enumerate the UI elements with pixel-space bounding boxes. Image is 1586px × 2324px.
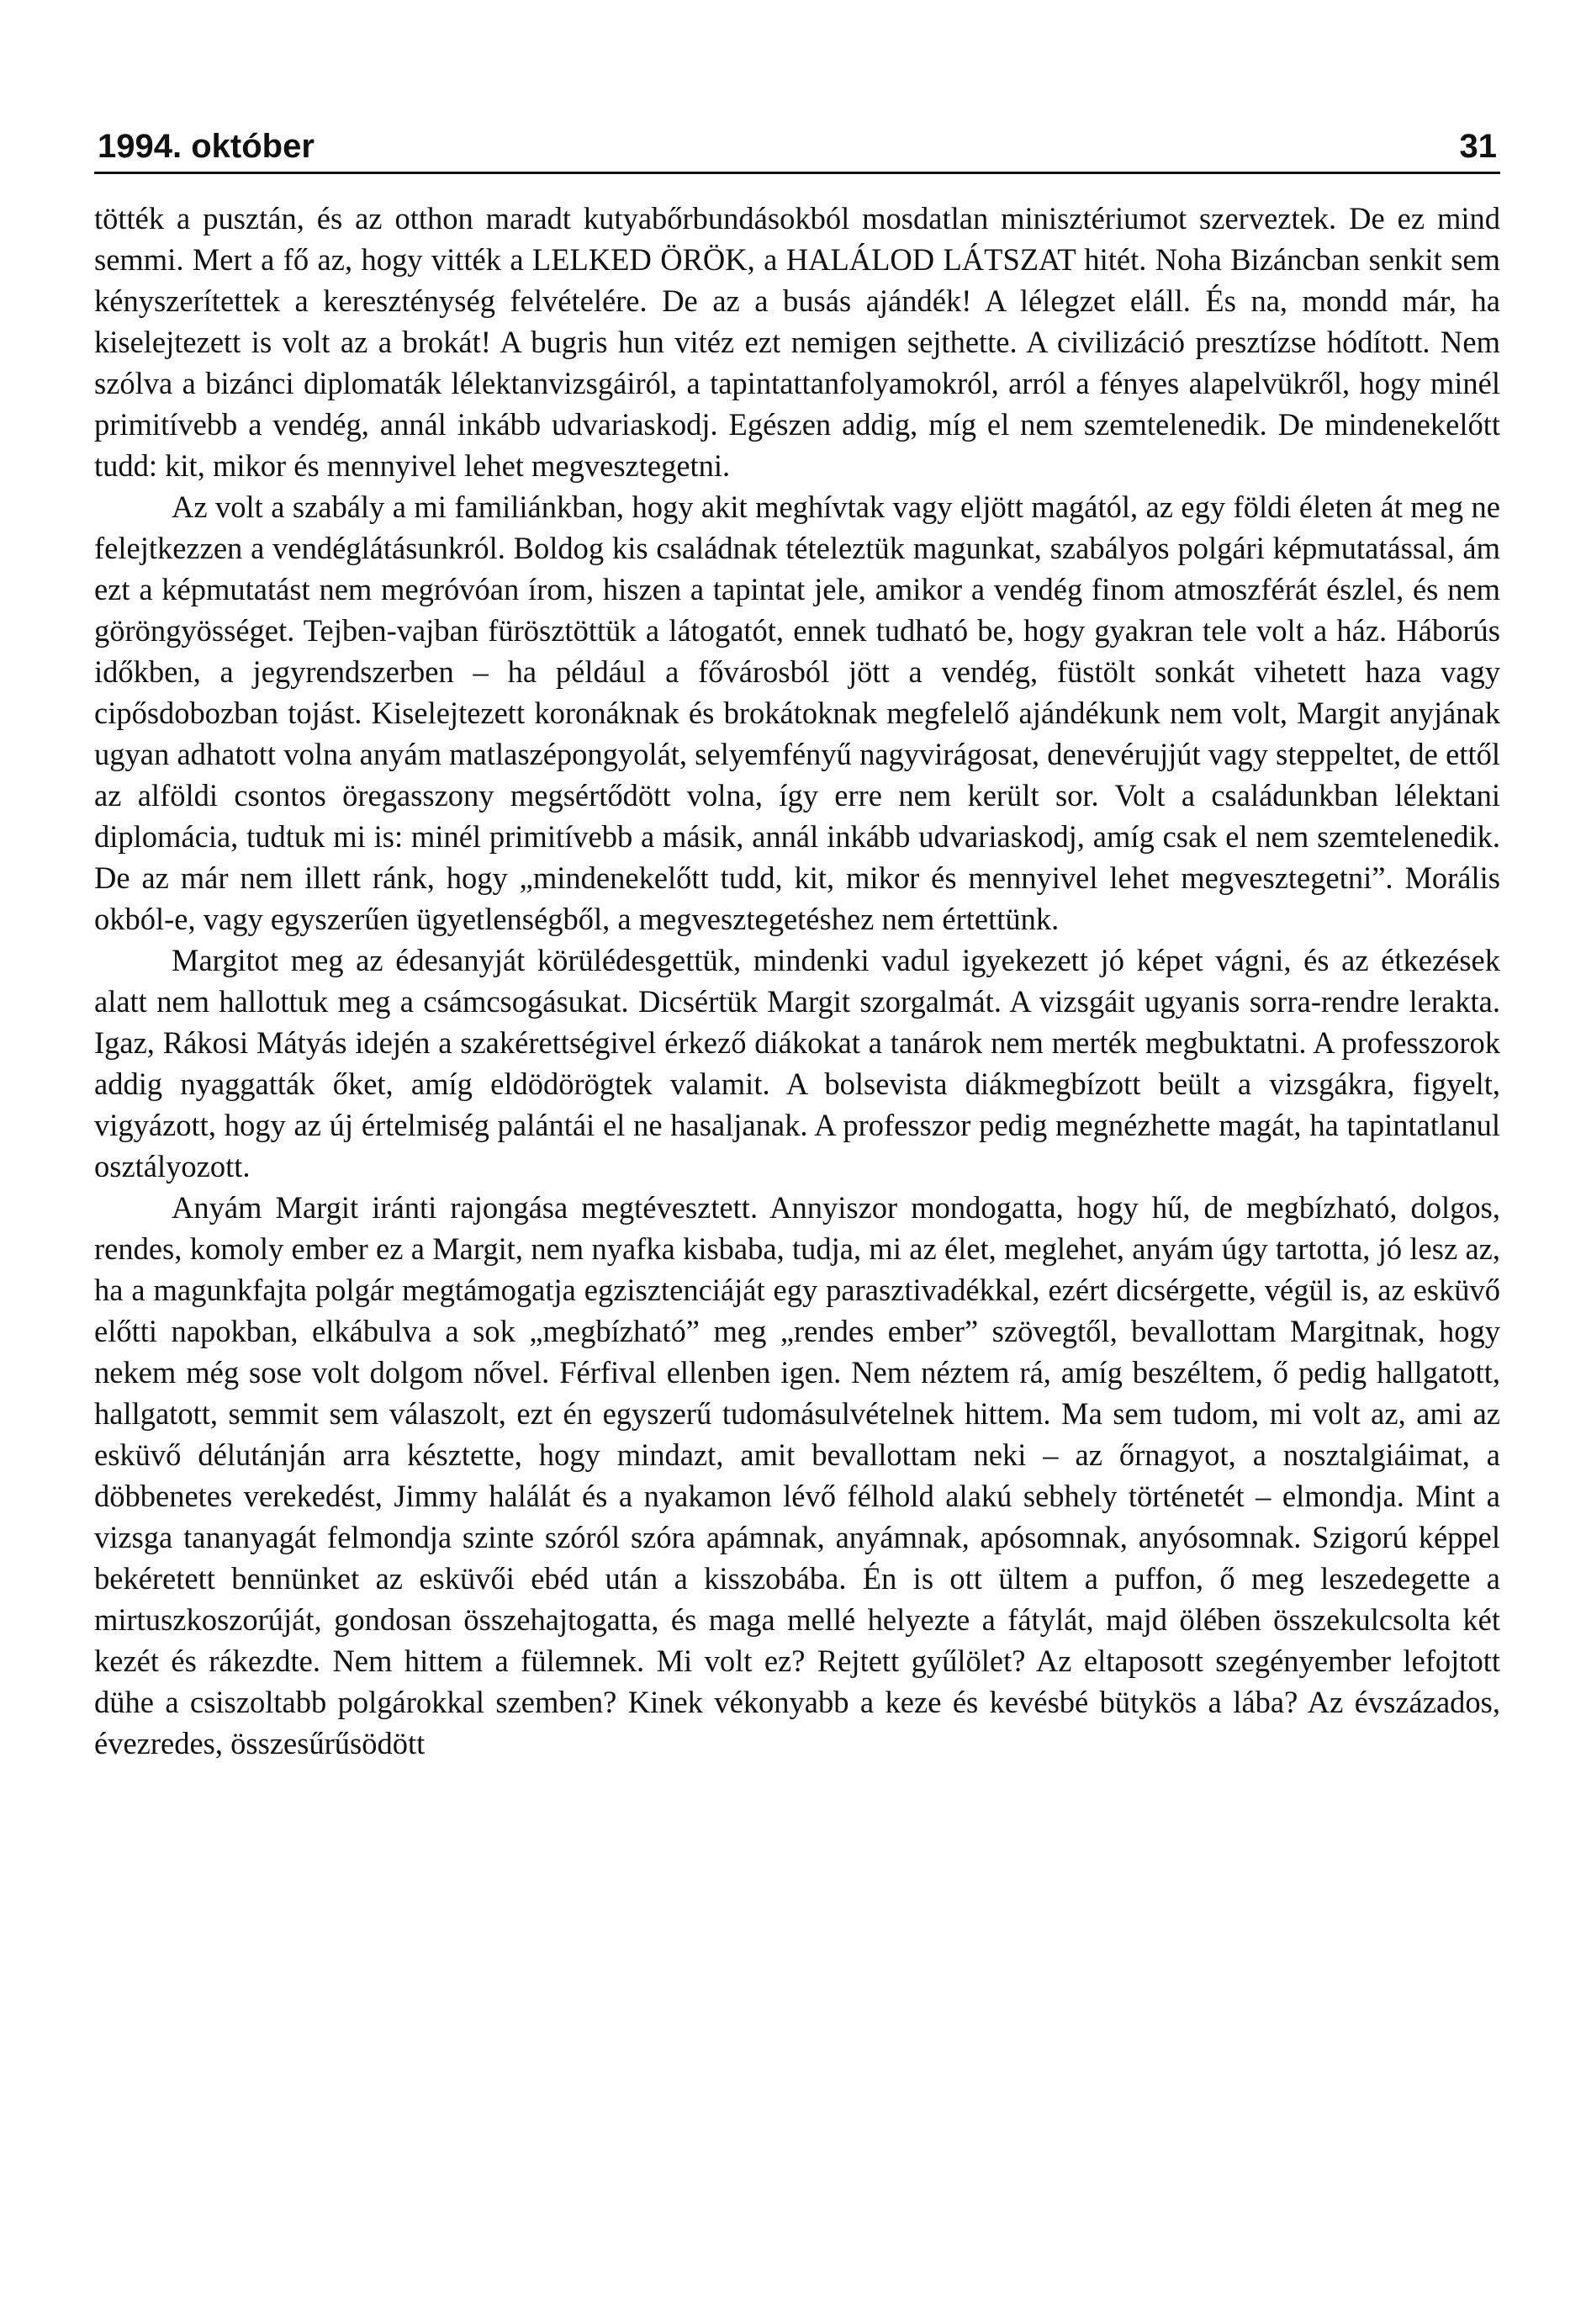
page-header [94, 126, 1500, 174]
page-number: 31 [1459, 128, 1497, 165]
book-page [94, 126, 1500, 1764]
paragraph-1: tötték a pusztán, és az otthon maradt kutyabőrbundásokból mosdatlan minisztériumot szerveztek. De ez mind semmi. Mert a fő az, hogy vitték a LELKED ÖRÖK, a HALÁLOD LÁTSZAT hitét. Noha Bizáncban senkit sem kényszerítettek a kereszténység felvételére. De az a busás ajándék! A lélegzet eláll. És na, mondd már, ha kiselejtezett is volt az a brokát! A bugris hun vitéz ezt nemigen sejthette. A civilizáció presztízse hódított. Nem szólva a bizánci diplomaták lélektanvizsgáiról, a tapintattanfolyamokról, arról a fényes alapelvükről, hogy minél primitívebb a vendég, annál inkább udvariaskodj. Egészen addig, míg el nem szemtelenedik. De mindenekelőtt tudd: kit, mikor és mennyivel lehet megvesztegetni. [94, 201, 1500, 483]
paragraph-2: Az volt a szabály a mi familiánkban, hogy akit meghívtak vagy eljött magától, az egy földi életen át meg ne felejtkezzen a vendéglátásunkról. Boldog kis családnak tételeztük magunkat, szabályos polgári képmutatással, ám ezt a képmutatást nem megróvóan írom, hiszen a tapintat jele, amikor a vendég finom atmoszférát észlel, és nem göröngyösséget. Tejben-vajban fürösztöttük a látogatót, ennek tudható be, hogy gyakran tele volt a ház. Háborús időkben, a jegyrendszerben – ha például a fővárosból jött a vendég, füstölt sonkát vihetett haza vagy cipősdobozban tojást. Kiselejtezett koronáknak és brokátoknak megfelelő ajándékunk nem volt, Margit anyjának ugyan adhatott volna anyám matlaszépongyolát, selyemfényű nagyvirágosat, denevérujjút vagy steppeltet, de ettől az alföldi csontos öregasszony megsértődött volna, így erre nem került sor. Volt a családunkban lélektani diplomácia, tudtuk mi is: minél primitívebb a másik, annál inkább udvariaskodj, amíg csak el nem szemtelenedik. De az már nem illett ránk, hogy „mindenekelőtt tudd, kit, mikor és mennyivel lehet megvesztegetni”. Morális okból-e, vagy egyszerűen ügyetlenségből, a megvesztegetéshez nem értettünk. [94, 490, 1500, 936]
body-text [94, 198, 1500, 1764]
paragraph-4: Anyám Margit iránti rajongása megtévesztett. Annyiszor mondogatta, hogy hű, de megbízható, dolgos, rendes, komoly ember ez a Margit, nem nyafka kisbaba, tudja, mi az élet, meglehet, anyám úgy tartotta, jó lesz az, ha a magunkfajta polgár megtámogatja egzisztenciáját egy parasztivadékkal, ezért dicsérgette, végül is, az esküvő előtti napokban, elkábulva a sok „megbízható” meg „rendes ember” szövegtől, bevallottam Margitnak, hogy nekem még sose volt dolgom nővel. Férfival ellenben igen. Nem néztem rá, amíg beszéltem, ő pedig hallgatott, hallgatott, semmit sem válaszolt, ezt én egyszerű tudomásulvételnek hittem. Ma sem tudom, mi volt az, ami az esküvő délutánján arra késztette, hogy mindazt, amit bevallottam neki – az őrnagyot, a nosztalgiáimat, a döbbenetes verekedést, Jimmy halálát és a nyakamon lévő félhold alakú sebhely történetét – elmondja. Mint a vizsga tananyagát felmondja szinte szóról szóra apámnak, anyámnak, apósomnak, anyósomnak. Szigorú képpel bekéretett bennünket az esküvői ebéd után a kisszobába. Én is ott ültem a puffon, ő meg leszedegette a mirtuszkoszorúját, gondosan összehajtogatta, és maga mellé helyezte a fátylát, majd ölében összekulcsolta két kezét és rákezdte. Nem hittem a fülemnek. Mi volt ez? Rejtett gyűlölet? Az eltaposott szegényember lefojtott dühe a csiszoltabb polgárokkal szemben? Kinek vékonyabb a keze és kevésbé bütykös a lába? Az évszázados, évezredes, összesűrűsödött [94, 1190, 1500, 1760]
running-head: 1994. október [98, 128, 315, 165]
paragraph-3: Margitot meg az édesanyját körülédesgettük, mindenki vadul igyekezett jó képet vágni, és az étkezések alatt nem hallottuk meg a csámcsogásukat. Dicsértük Margit szorgalmát. A vizsgáit ugyanis sorra-rendre lerakta. Igaz, Rákosi Mátyás idején a szakérettségivel érkező diákokat a tanárok nem merték megbuktatni. A professzorok addig nyaggatták őket, amíg eldödörögtek valamit. A bolsevista diákmegbízott beült a vizsgákra, figyelt, vigyázott, hogy az új értelmiség palántái el ne hasaljanak. A professzor pedig megnézhette magát, ha tapintatlanul osztályozott. [94, 943, 1500, 1183]
